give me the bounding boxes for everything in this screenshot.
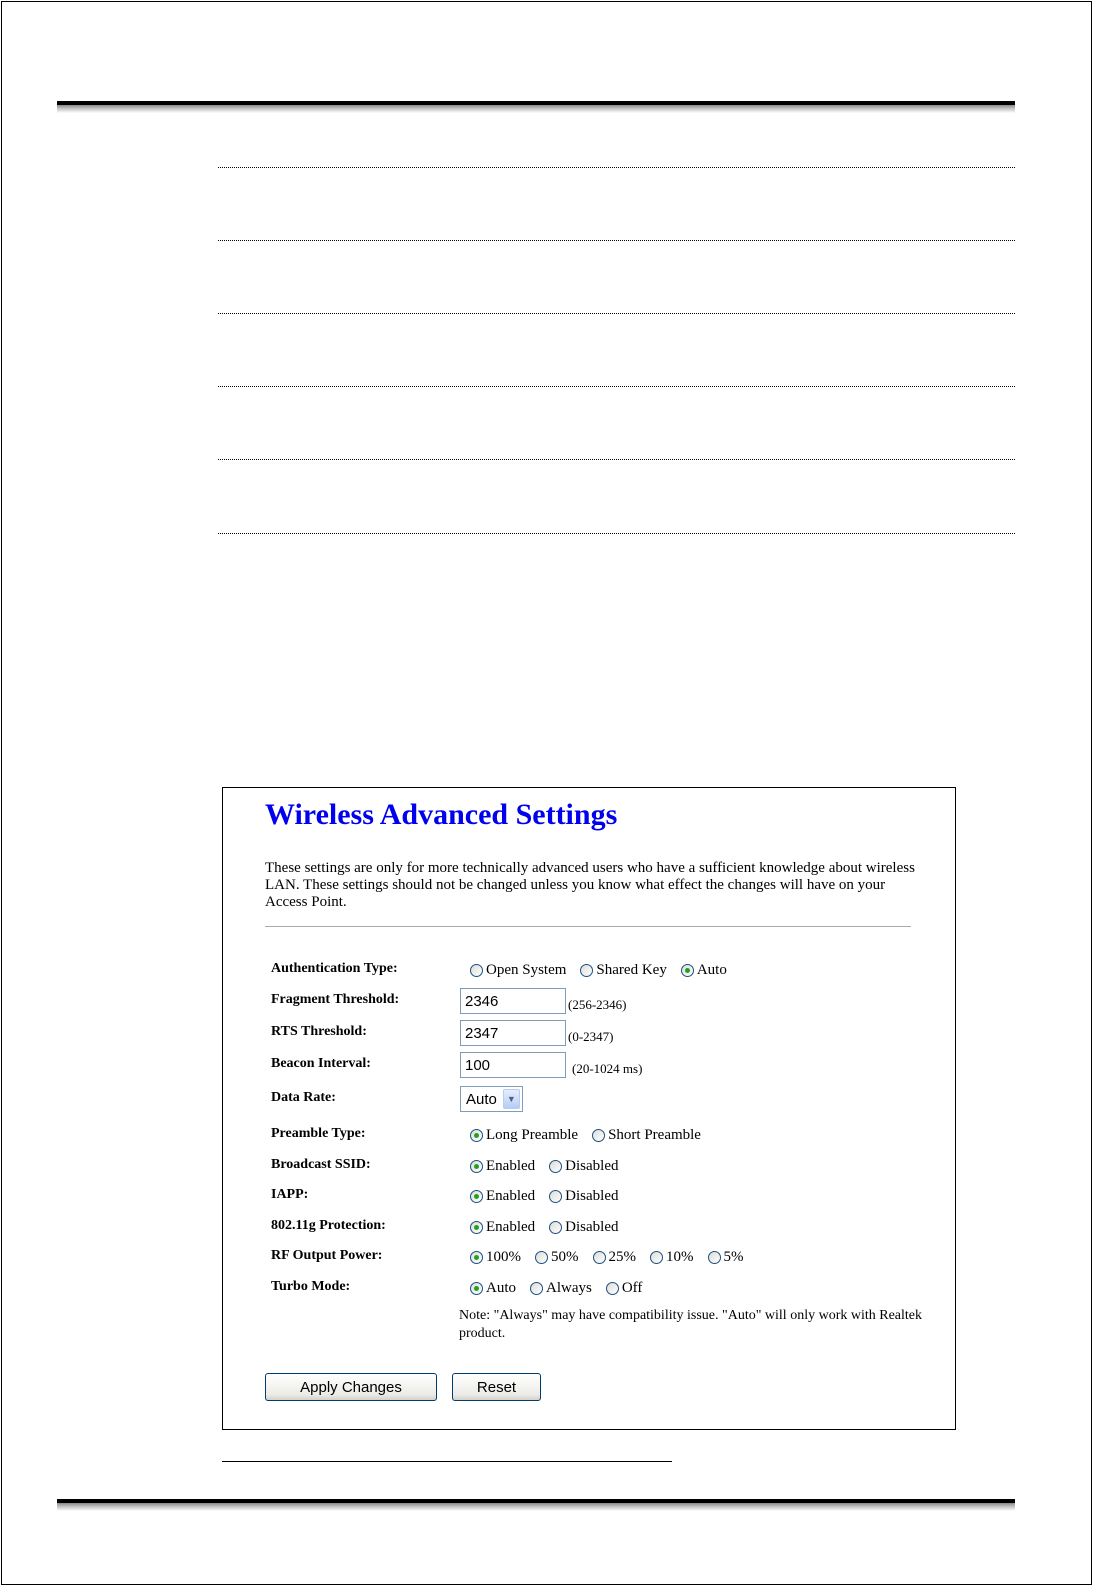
radio-icon: [606, 1282, 619, 1295]
turbo-always-radio[interactable]: Always: [530, 1280, 592, 1297]
rts-threshold-row: [223, 1021, 953, 1045]
protection-enabled-radio[interactable]: Enabled: [470, 1219, 535, 1236]
table-divider: [218, 167, 1015, 168]
radio-icon: [549, 1221, 562, 1234]
footer-rule: [57, 1499, 1015, 1511]
iapp-disabled-radio[interactable]: Disabled: [549, 1188, 618, 1205]
page-description: These settings are only for more technically advanced users who have a sufficient knowledge about wireless LAN. These settings should not be changed unless you know what effect the changes will have on your Access Point.: [265, 860, 915, 910]
radio-icon: [470, 1190, 483, 1203]
preamble-long-radio[interactable]: Long Preamble: [470, 1127, 578, 1144]
table-divider: [218, 313, 1015, 314]
divider: [265, 926, 911, 927]
footnote-rule: [222, 1461, 672, 1462]
protection-row: [223, 1215, 953, 1239]
wireless-advanced-settings-panel: [222, 787, 956, 1430]
beacon-interval-row: [223, 1053, 953, 1077]
broadcast-ssid-label: Broadcast SSID:: [271, 1157, 371, 1172]
broadcast-ssid-row: [223, 1154, 953, 1178]
preamble-short-radio[interactable]: Short Preamble: [592, 1127, 701, 1144]
table-divider: [218, 240, 1015, 241]
rf-output-power-label: RF Output Power:: [271, 1248, 383, 1263]
protection-disabled-radio[interactable]: Disabled: [549, 1219, 618, 1236]
data-rate-label: Data Rate:: [271, 1090, 336, 1105]
auth-type-row: [223, 958, 953, 982]
auth-type-label: Authentication Type:: [271, 961, 398, 976]
broadcast-ssid-disabled-radio[interactable]: Disabled: [549, 1158, 618, 1175]
data-rate-value: Auto: [466, 1090, 497, 1108]
radio-icon: [535, 1251, 548, 1264]
table-divider: [218, 386, 1015, 387]
turbo-mode-note: Note: "Always" may have compatibility issue. "Auto" will only work with Realtek product.: [459, 1308, 923, 1341]
fragment-threshold-row: [223, 989, 953, 1013]
beacon-interval-input[interactable]: [460, 1052, 566, 1078]
turbo-auto-radio[interactable]: Auto: [470, 1280, 516, 1297]
radio-icon: [470, 1160, 483, 1173]
iapp-enabled-radio[interactable]: Enabled: [470, 1188, 535, 1205]
radio-icon: [470, 1282, 483, 1295]
rf-power-50-radio[interactable]: 50%: [535, 1249, 579, 1266]
auth-open-system-radio[interactable]: Open System: [470, 962, 566, 979]
rf-power-5-radio[interactable]: 5%: [708, 1249, 744, 1266]
turbo-off-radio[interactable]: Off: [606, 1280, 643, 1297]
preamble-type-label: Preamble Type:: [271, 1126, 366, 1141]
auth-auto-radio[interactable]: Auto: [681, 962, 727, 979]
radio-icon: [470, 1129, 483, 1142]
page-title: Wireless Advanced Settings: [265, 798, 618, 831]
radio-icon: [592, 1129, 605, 1142]
rts-threshold-input[interactable]: [460, 1020, 566, 1046]
preamble-type-row: [223, 1123, 953, 1147]
radio-icon: [708, 1251, 721, 1264]
broadcast-ssid-enabled-radio[interactable]: Enabled: [470, 1158, 535, 1175]
turbo-mode-row: [223, 1276, 953, 1300]
beacon-interval-label: Beacon Interval:: [271, 1056, 371, 1071]
radio-icon: [549, 1160, 562, 1173]
turbo-mode-label: Turbo Mode:: [271, 1279, 351, 1294]
beacon-interval-hint: (20-1024 ms): [572, 1061, 643, 1076]
radio-icon: [470, 1221, 483, 1234]
table-divider: [218, 459, 1015, 460]
rf-output-power-row: [223, 1245, 953, 1269]
radio-icon: [681, 964, 694, 977]
apply-changes-button[interactable]: Apply Changes: [265, 1373, 437, 1401]
protection-label: 802.11g Protection:: [271, 1218, 386, 1233]
iapp-label: IAPP:: [271, 1187, 309, 1202]
radio-icon: [593, 1251, 606, 1264]
radio-icon: [650, 1251, 663, 1264]
table-divider: [218, 533, 1015, 534]
radio-icon: [470, 964, 483, 977]
rf-power-25-radio[interactable]: 25%: [593, 1249, 637, 1266]
iapp-row: [223, 1184, 953, 1208]
reset-button[interactable]: Reset: [452, 1373, 541, 1401]
rf-power-100-radio[interactable]: 100%: [470, 1249, 521, 1266]
rts-threshold-label: RTS Threshold:: [271, 1024, 367, 1039]
header-rule: [57, 101, 1015, 113]
fragment-threshold-hint: (256-2346): [568, 997, 627, 1012]
auth-shared-key-radio[interactable]: Shared Key: [580, 962, 666, 979]
rf-power-10-radio[interactable]: 10%: [650, 1249, 694, 1266]
radio-icon: [530, 1282, 543, 1295]
chevron-down-icon[interactable]: ▼: [503, 1089, 520, 1109]
rts-threshold-hint: (0-2347): [568, 1029, 614, 1044]
fragment-threshold-input[interactable]: [460, 988, 566, 1014]
radio-icon: [549, 1190, 562, 1203]
data-rate-select[interactable]: [460, 1086, 523, 1112]
radio-icon: [580, 964, 593, 977]
radio-icon: [470, 1251, 483, 1264]
fragment-threshold-label: Fragment Threshold:: [271, 992, 400, 1007]
data-rate-row: [223, 1087, 953, 1111]
auth-type-radio-group: [470, 958, 741, 982]
